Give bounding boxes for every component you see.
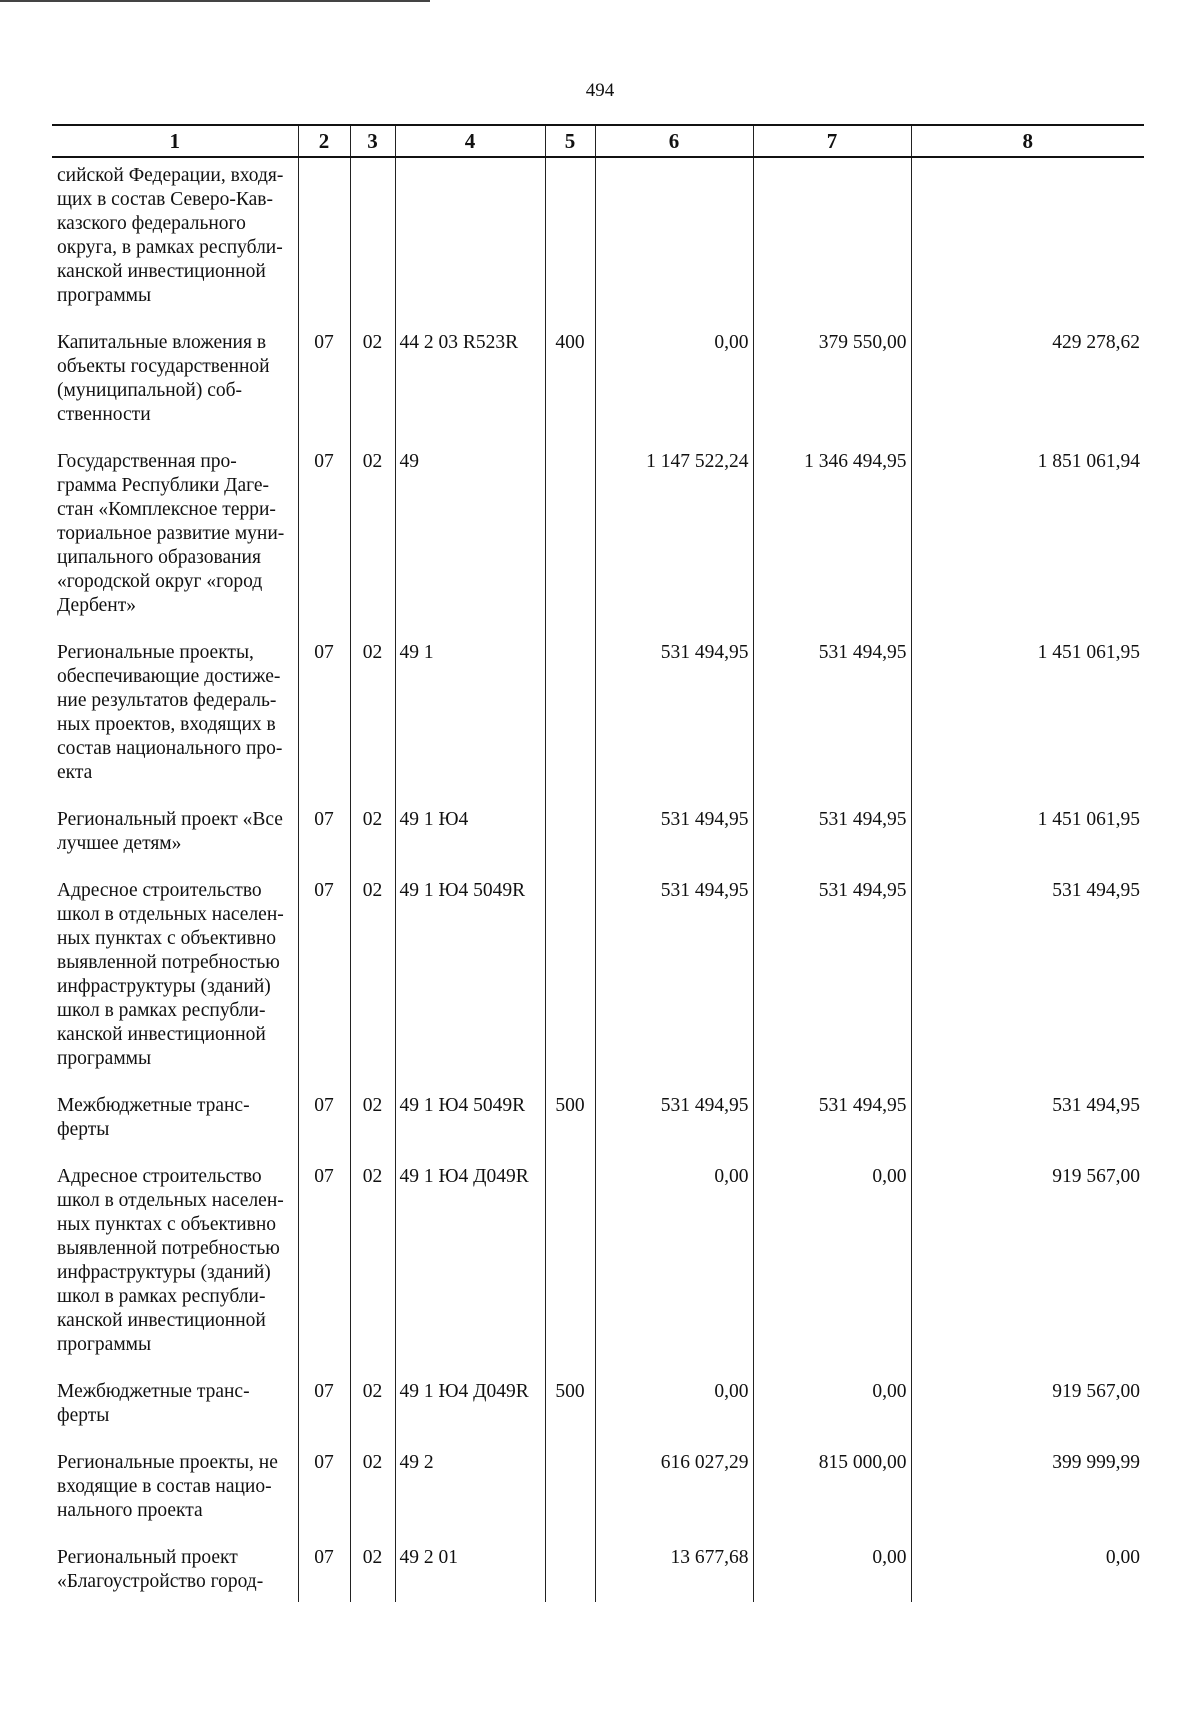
row-section-cell: 07: [298, 1451, 350, 1546]
row-subsection-cell: 02: [350, 808, 395, 879]
row-section-cell: 07: [298, 641, 350, 808]
header-col-4: 4: [395, 125, 545, 157]
row-amount-col6-cell: 0,00: [595, 1380, 753, 1451]
row-target-code-cell: 49 1 Ю4 5049R: [395, 1094, 545, 1165]
row-amount-col8-cell: 429 278,62: [911, 331, 1144, 450]
row-expense-type-cell: [545, 1165, 595, 1380]
row-target-code-cell: 44 2 03 R523R: [395, 331, 545, 450]
row-amount-col7-cell: 531 494,95: [753, 1094, 911, 1165]
header-row: [52, 125, 1144, 157]
row-section-cell: 07: [298, 1165, 350, 1380]
row-amount-col6-cell: 531 494,95: [595, 641, 753, 808]
row-amount-col6-cell: 13 677,68: [595, 1546, 753, 1602]
table-row: [52, 450, 1144, 641]
row-target-code-cell: 49 2 01: [395, 1546, 545, 1602]
row-amount-col6-cell: 531 494,95: [595, 879, 753, 1094]
table-body: [52, 157, 1144, 1602]
row-amount-col8-cell: 0,00: [911, 1546, 1144, 1602]
row-target-code-cell: 49 1 Ю4 5049R: [395, 879, 545, 1094]
row-name-cell: Региональный проект «Благоустройство город-: [52, 1546, 298, 1602]
row-amount-col7-cell: 0,00: [753, 1380, 911, 1451]
row-subsection-cell: 02: [350, 1094, 395, 1165]
row-amount-col7-cell: 531 494,95: [753, 641, 911, 808]
row-name-cell: Региональный проект «Все лучшее детям»: [52, 808, 298, 879]
row-expense-type-cell: 500: [545, 1380, 595, 1451]
row-subsection-cell: [350, 157, 395, 331]
row-expense-type-cell: [545, 1546, 595, 1602]
row-name-cell: Межбюджетные транс- ферты: [52, 1094, 298, 1165]
row-subsection-cell: 02: [350, 1451, 395, 1546]
row-expense-type-cell: 400: [545, 331, 595, 450]
header-col-1: 1: [52, 125, 298, 157]
row-expense-type-cell: 500: [545, 1094, 595, 1165]
header-col-2: 2: [298, 125, 350, 157]
header-col-7: 7: [753, 125, 911, 157]
top-edge-rule: [0, 0, 430, 2]
page-number: 494: [585, 80, 615, 101]
header-col-8: 8: [911, 125, 1144, 157]
header-col-3: 3: [350, 125, 395, 157]
budget-table: [52, 124, 1144, 1602]
row-target-code-cell: 49 1 Ю4: [395, 808, 545, 879]
row-amount-col6-cell: 531 494,95: [595, 1094, 753, 1165]
row-target-code-cell: 49 1 Ю4 Д049R: [395, 1165, 545, 1380]
row-amount-col8-cell: 1 451 061,95: [911, 641, 1144, 808]
header-col-5: 5: [545, 125, 595, 157]
row-amount-col6-cell: 0,00: [595, 331, 753, 450]
row-name-cell: Межбюджетные транс- ферты: [52, 1380, 298, 1451]
row-name-cell: Адресное строительство школ в отдельных населен- ных пунктах с объективно выявленной потребностью инфраструктуры (зданий) школ в рамках республи- канской инвестиционной программы: [52, 879, 298, 1094]
row-section-cell: 07: [298, 879, 350, 1094]
row-name-cell: Региональные проекты, не входящие в состав нацио- нального проекта: [52, 1451, 298, 1546]
row-section-cell: 07: [298, 1094, 350, 1165]
row-expense-type-cell: [545, 641, 595, 808]
table-row: [52, 1380, 1144, 1451]
row-section-cell: 07: [298, 1380, 350, 1451]
row-amount-col8-cell: 1 851 061,94: [911, 450, 1144, 641]
row-target-code-cell: 49 1: [395, 641, 545, 808]
row-amount-col7-cell: [753, 157, 911, 331]
row-subsection-cell: 02: [350, 1546, 395, 1602]
table-row: [52, 157, 1144, 331]
row-amount-col7-cell: 531 494,95: [753, 808, 911, 879]
row-amount-col8-cell: 531 494,95: [911, 879, 1144, 1094]
row-section-cell: 07: [298, 331, 350, 450]
row-target-code-cell: [395, 157, 545, 331]
row-amount-col8-cell: 1 451 061,95: [911, 808, 1144, 879]
row-expense-type-cell: [545, 450, 595, 641]
row-name-cell: Государственная про- грамма Республики Даге- стан «Комплексное терри- ториальное развитие муни- ципального образования «городской округ «город Дербент»: [52, 450, 298, 641]
row-section-cell: 07: [298, 1546, 350, 1602]
table-row: [52, 879, 1144, 1094]
row-section-cell: [298, 157, 350, 331]
row-amount-col7-cell: 0,00: [753, 1546, 911, 1602]
row-amount-col7-cell: 379 550,00: [753, 331, 911, 450]
row-subsection-cell: 02: [350, 1380, 395, 1451]
row-target-code-cell: 49 2: [395, 1451, 545, 1546]
row-subsection-cell: 02: [350, 450, 395, 641]
table-row: [52, 1094, 1144, 1165]
row-expense-type-cell: [545, 1451, 595, 1546]
row-amount-col7-cell: 0,00: [753, 1165, 911, 1380]
row-subsection-cell: 02: [350, 879, 395, 1094]
table-row: [52, 808, 1144, 879]
row-expense-type-cell: [545, 808, 595, 879]
row-amount-col6-cell: 531 494,95: [595, 808, 753, 879]
row-amount-col8-cell: 531 494,95: [911, 1094, 1144, 1165]
row-name-cell: сийской Федерации, входя- щих в состав Северо-Кав- казского федерального округа, в рамках республи- канской инвестиционной программы: [52, 157, 298, 331]
row-name-cell: Адресное строительство школ в отдельных населен- ных пунктах с объективно выявленной потребностью инфраструктуры (зданий) школ в рамках республи- канской инвестиционной программы: [52, 1165, 298, 1380]
table-row: [52, 1451, 1144, 1546]
row-subsection-cell: 02: [350, 331, 395, 450]
table-row: [52, 1165, 1144, 1380]
row-amount-col8-cell: 919 567,00: [911, 1165, 1144, 1380]
row-name-cell: Капитальные вложения в объекты государственной (муниципальной) соб- ственности: [52, 331, 298, 450]
row-amount-col6-cell: 1 147 522,24: [595, 450, 753, 641]
row-amount-col8-cell: 919 567,00: [911, 1380, 1144, 1451]
row-target-code-cell: 49: [395, 450, 545, 641]
row-section-cell: 07: [298, 808, 350, 879]
row-amount-col7-cell: 1 346 494,95: [753, 450, 911, 641]
row-subsection-cell: 02: [350, 1165, 395, 1380]
table-row: [52, 331, 1144, 450]
row-name-cell: Региональные проекты, обеспечивающие достиже- ние результатов федераль- ных проектов, входящих в состав национального про- екта: [52, 641, 298, 808]
row-amount-col7-cell: 531 494,95: [753, 879, 911, 1094]
row-expense-type-cell: [545, 879, 595, 1094]
header-col-6: 6: [595, 125, 753, 157]
row-subsection-cell: 02: [350, 641, 395, 808]
row-amount-col8-cell: 399 999,99: [911, 1451, 1144, 1546]
table-row: [52, 641, 1144, 808]
row-amount-col6-cell: 0,00: [595, 1165, 753, 1380]
row-target-code-cell: 49 1 Ю4 Д049R: [395, 1380, 545, 1451]
table-row: [52, 1546, 1144, 1602]
row-amount-col8-cell: [911, 157, 1144, 331]
row-expense-type-cell: [545, 157, 595, 331]
row-amount-col7-cell: 815 000,00: [753, 1451, 911, 1546]
row-amount-col6-cell: 616 027,29: [595, 1451, 753, 1546]
row-amount-col6-cell: [595, 157, 753, 331]
row-section-cell: 07: [298, 450, 350, 641]
